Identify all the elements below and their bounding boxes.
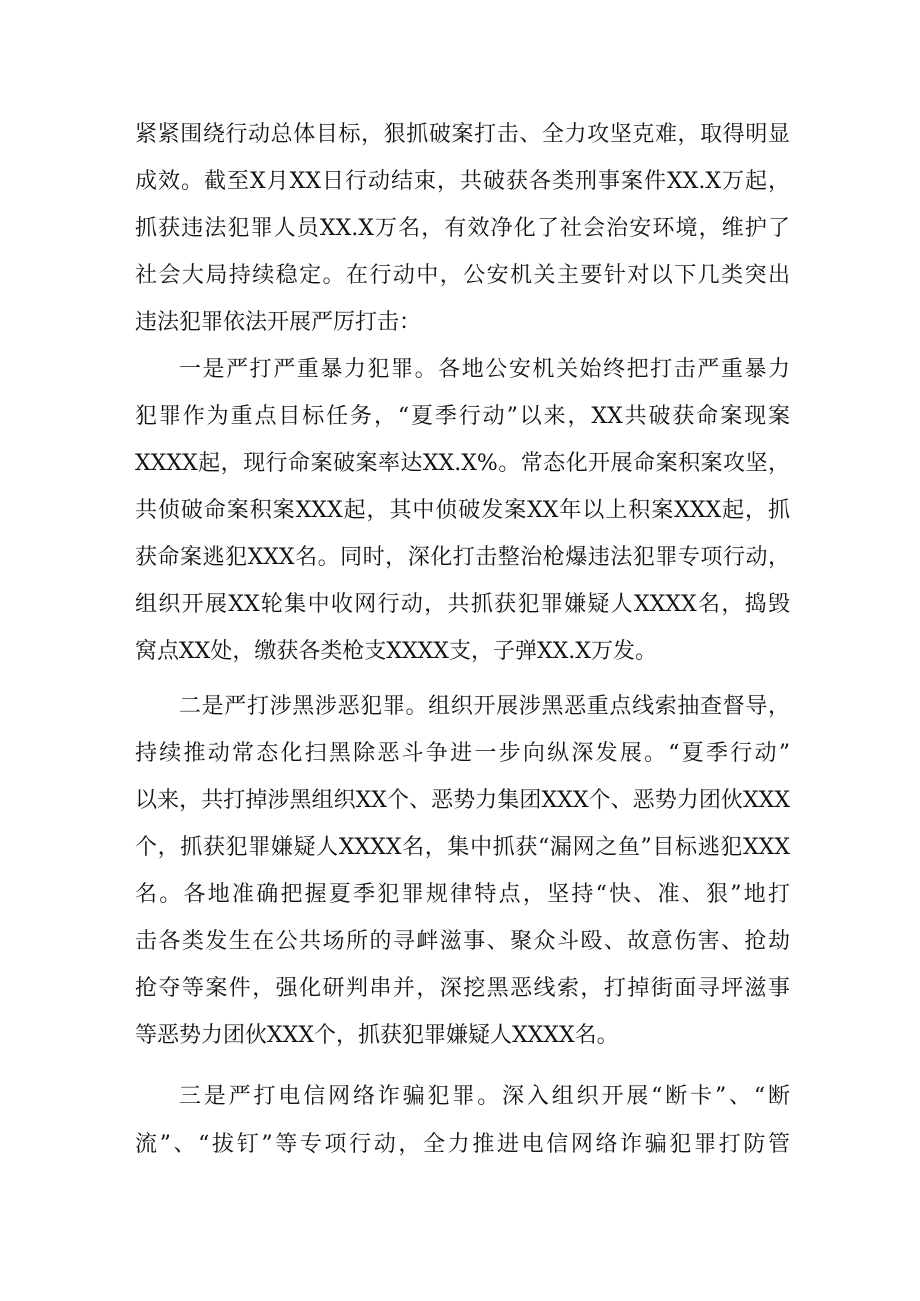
body-text-line: 共侦破命案积案XXX起，其中侦破发案XX年以上积案XXX起，抓	[135, 498, 790, 523]
body-text-line: 击各类发生在公共场所的寻衅滋事、聚众斗殴、故意伤害、抢劫	[135, 929, 790, 954]
body-text-line: 犯罪作为重点目标任务，“夏季行动”以来，XX共破获命案现案	[135, 404, 790, 429]
body-text-line: 窝点XX处，缴获各类枪支XXXX支，子弹XX.X万发。	[135, 639, 657, 664]
body-text-line: 违法犯罪依法开展严厉打击：	[135, 310, 422, 335]
body-text-line: 抓获违法犯罪人员XX.X万名，有效净化了社会治安环境，维护了	[135, 216, 790, 241]
paragraph-heading-line: 三是严打电信网络诈骗犯罪。深入组织开展“断卡”、“断	[179, 1084, 790, 1109]
body-text-line: 抢夺等案件，强化研判串并，深挖黑恶线索，打掉街面寻坪滋事	[135, 976, 790, 1001]
paragraph-heading-line: 一是严打严重暴力犯罪。各地公安机关始终把打击严重暴力	[179, 357, 790, 382]
paragraph-heading-line: 二是严打涉黑涉恶犯罪。组织开展涉黑恶重点线索抽查督导，	[179, 694, 790, 719]
body-text-line: 名。各地准确把握夏季犯罪规律特点，坚持“快、准、狠”地打	[135, 882, 790, 907]
body-text-line: 获命案逃犯XXX名。同时，深化打击整治枪爆违法犯罪专项行动，	[135, 545, 790, 570]
body-text-line: 流”、“拔钉”等专项行动，全力推进电信网络诈骗犯罪打防管	[135, 1132, 790, 1157]
body-text-line: 组织开展XX轮集中收网行动，共抓获犯罪嫌疑人XXXX名，捣毁	[135, 592, 790, 617]
body-text-line: XXXX起，现行命案破案率达XX.X%。常态化开展命案积案攻坚，	[135, 451, 790, 476]
body-text-line: 个，抓获犯罪嫌疑人XXXX名，集中抓获“漏网之鱼”目标逃犯XXX	[135, 835, 790, 860]
body-text-line: 持续推动常态化扫黑除恶斗争进一步向纵深发展。“夏季行动”	[135, 741, 790, 766]
body-text-line: 成效。截至X月XX日行动结束，共破获各类刑事案件XX.X万起，	[135, 169, 790, 194]
body-text-line: 紧紧围绕行动总体目标，狠抓破案打击、全力攻坚克难，取得明显	[135, 122, 790, 147]
body-text-line: 社会大局持续稳定。在行动中，公安机关主要针对以下几类突出	[135, 263, 790, 288]
body-text-line: 以来，共打掉涉黑组织XX个、恶势力集团XXX个、恶势力团伙XXX	[135, 788, 790, 813]
body-text-line: 等恶势力团伙XXX个，抓获犯罪嫌疑人XXXX名。	[135, 1023, 619, 1048]
